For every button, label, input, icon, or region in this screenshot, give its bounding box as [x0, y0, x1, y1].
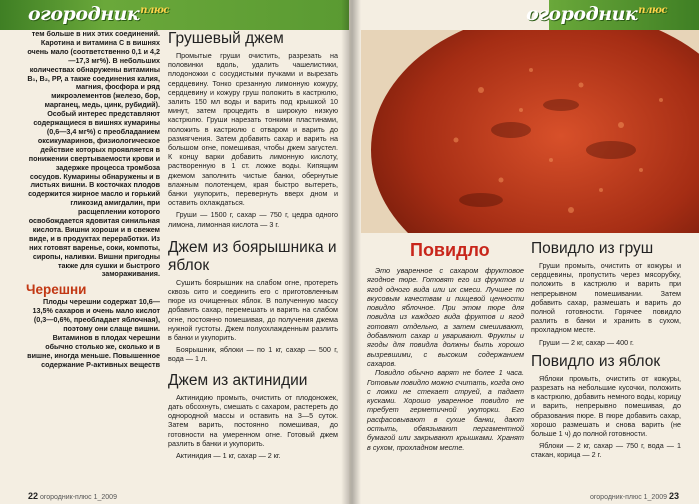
footer-text: огородник-плюс 1_2009 [590, 494, 667, 501]
page-footer [590, 491, 679, 501]
recipe-text: Груши промыть, очистить от кожуры и сердцевины, пропустить через мясорубку, положить в кастрюлю и варить при непрерывном помешивании. Затем добавить сахар, размешать и варить до полной готовности. Горячее повидло разлить в банки и хранить в сухом, прохладном месте. [531, 261, 681, 335]
recipe-title: Повидло из груш [531, 240, 654, 257]
recipe-text: Сушить боярышник на слабом огне, протереть сквозь сито и соединить его с приготовленным пюре из очищенных яблок. В полученную массу добавить сахар, перемешать и варить на слабом огне, постоянно помешивая, до получения джема нужной густоты. Джем полуохлажденным разлить в банки и укупорить. [168, 277, 338, 343]
intro-text [367, 266, 524, 452]
recipe-ingredients: Груши — 1500 г, сахар — 750 г, цедра одного лимона, лимонная кислота — 3 г. [168, 210, 338, 229]
recipe-ingredients: Боярышник, яблоки — по 1 кг, сахар — 500 г, вода — 1 л. [168, 345, 338, 364]
brand-logo: огородник$^{плюс}$ [28, 3, 169, 25]
sidebar-text-2: Плоды черешни содержат 10,6—13,5% сахаров и очень мало кислот (0,3—0,6%, преобладает яблочная), поэтому они слаще вишни. Витаминов в плодах черешни обычно столько же, сколько и в вишне, иногда меньше. Повышенное содержание Р-активных веществ [27, 297, 160, 369]
page-number: 22 [28, 491, 39, 501]
recipe-ingredients: Яблоки — 2 кг, сахар — 750 г, вода — 1 стакан, корица — 2 г. [531, 441, 681, 460]
sidebar-heading: Черешни [26, 282, 87, 298]
recipe-ingredients: Груши — 2 кг, сахар — 400 г. [539, 337, 634, 347]
recipe-text: Промытые груши очистить, разрезать на половинки вдоль, удалить чашелистики, плодоножки с сосудистыми пучками и вырезать сердцевину. Тонко срезанную лимонную кожуру, сердцевину и кожуру груш положить в кастрюлю, залить 150 мл воды и варить под крышкой 10 минут, затем процедить в широкую низкую кастрюлю. Груши нарезать тонкими пластинами, положить в кастрюлю с отваром и варить до размягчения. Затем добавить сахар и варить на большом огне, помешивая, чтобы джем загустел. К концу варки добавить лимонную кислоту, растворенную в 1 ст. ложке воды. Кипящим джемом заполнить чистые банки, обернутые влажным полотенцем, края быстро вытереть, банки укупорить, перевернуть вверх дном и оставить охлаждаться. [168, 51, 338, 208]
sidebar-column [26, 30, 160, 370]
sidebar-text: тем больше в них этих соединений. Каротина и витамина С в вишнях очень мало (соответственно 0,1 и 4,2—17,3 мг%). В небольших количествах обнаружены витамины В₁, В₂, РР, а также соединения калия, магния, фосфора и ряд микроэлементов (железо, бор, марганец, медь, цинк, рубидий). Особый интерес представляют содержащиеся в вишнях кумарины (0,6—3,4 мг%) с преобладанием оксикумаринов, физиологическое действие которых проявляется в понижении свертываемости крови и задержке процесса тромбоза сосудов. Кумарины обнаружены и в листьях вишни. В косточках плодов содержится жирное масло и горький гликозид амигдалин, при расщеплении которого освобождается ядовитая синильная кислота. Вишни хороши и в свежем виде, и в продуктах переработки. Из них готовят варенье, соки, компоты, сиропы, наливки. Вишни пригодны также для сушки и быстрого замораживания. [27, 29, 160, 279]
brand-logo: огородник$^{плюс}$ [526, 3, 667, 25]
recipe-column-right [531, 240, 681, 460]
recipe-title: Повидло из яблок [531, 352, 661, 370]
footer-text: огородник-плюс 1_2009 [39, 494, 117, 501]
intro-paragraph: Это уваренное с сахаром фруктовое ягодное пюре. Готовят его из фруктов и ягод одного вида или их смеси. Лучшее по вкусовым качествам и пищевой ценности повидло яблочное. При этом пюре для повидла из каждого вида фруктов и ягод готовят отдельно, а затем смешивают, добавляют сахар и уваривают. Фрукты и ягоды для повидла должны быть хорошо вызревшими, с высоким содержанием сахаров. [367, 266, 524, 368]
brand-bar [526, 0, 699, 30]
section-heading: Повидло [410, 240, 490, 260]
recipe-title: Грушевый джем [168, 30, 284, 47]
brand-bar [0, 0, 349, 30]
page-number: 23 [668, 491, 679, 501]
recipe-ingredients: Актинидия — 1 кг, сахар — 2 кг. [176, 450, 281, 460]
jam-photo [361, 30, 699, 233]
page-footer [28, 491, 117, 501]
intro-paragraph: Повидло обычно варят не более 1 часа. Готовым повидло можно считать, когда оно с ложки не стекает струей, а падает кусками. Хорошо уваренное повидло не требует герметичной укупорки. Его расфасовывают в сухие банки, дают остыть, обвязывают пергаментной бумагой или закрывают крышками. Хранят в сухом, прохладном месте. [367, 368, 524, 452]
recipe-text: Яблоки промыть, очистить от кожуры, разрезать на небольшие кусочки, положить в кастрюлю, добавить немного воды, корицу и варить, непрерывно помешивая, до образования пюре. В пюре добавить сахар, хорошо размешать и снова варить (не больше 1 ч) до полной готовности. [531, 373, 681, 439]
recipe-text: Актинидию промыть, очистить от плодоножек, дать обсохнуть, смешать с сахаром, растереть до однородной массы и оставить на 3—5 суток. Затем варить, постоянно помешивая, до готовности на умеренном огне. Готовый джем разлить в банки и укупорить. [168, 392, 338, 448]
recipe-title: Джем из актинидии [168, 371, 308, 389]
left-page [0, 0, 349, 504]
recipe-title: Джем из боярышника и яблок [168, 238, 337, 274]
recipe-column [168, 30, 338, 460]
